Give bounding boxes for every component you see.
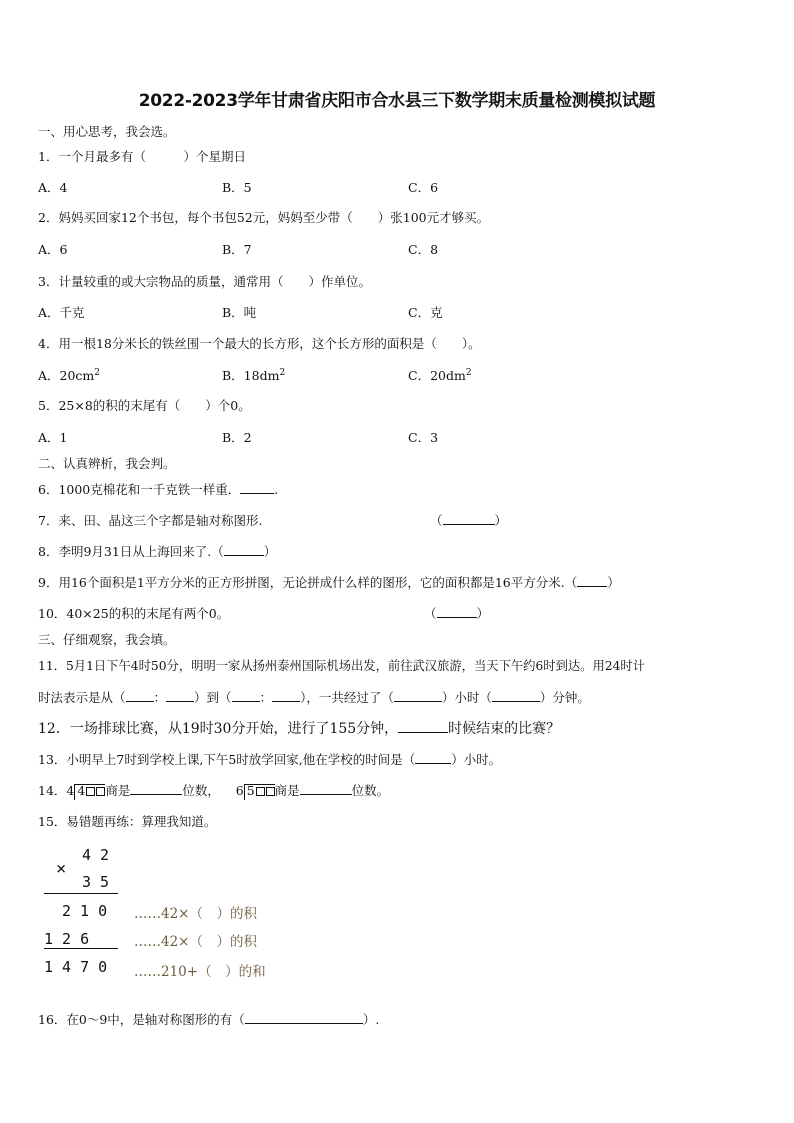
partial-product-1: 2 1 0 [62,902,108,920]
question-1: 1．一个月最多有（ ）个星期日 [38,149,246,164]
page-title: 2022-2023学年甘肃省庆阳市合水县三下数学期末质量检测模拟试题 [138,91,656,111]
question-12: 12．一场排球比赛，从19时30分开始，进行了155分钟， 时候结束的比赛？ [38,721,561,737]
question-16: 16．在0～9中，是轴对称图形的有（ ）. [38,1012,380,1027]
q5-option-a: A．1 [38,430,68,445]
note-2: ……42×（ ）的积 [134,934,257,950]
answer-blank[interactable] [394,689,442,702]
question-6: 6．1000克棉花和一千克铁一样重． . [38,482,279,497]
question-2: 2．妈妈买回家12个书包，每个书包52元，妈妈至少带（ ）张100元才够买。 [38,210,490,225]
answer-blank[interactable] [415,751,451,764]
q3-option-c: C．克 [408,305,443,320]
product: 1 4 7 0 [44,958,108,976]
section-heading-1: 一、用心思考，我会选。 [38,124,176,139]
multiplicand: 4 2 [82,846,110,864]
partial-product-2: 1 2 6 [44,930,90,948]
question-15: 15．易错题再练：算理我知道。 [38,814,217,829]
question-5: 5．25×8的积的末尾有（ ）个0。 [38,398,251,413]
long-division-2: 5 [244,783,275,798]
answer-blank[interactable] [240,481,274,494]
question-11-cont: 时法表示是从（ ： ）到（ ： ），一共经过了（ ）小时（ ）分钟。 [38,690,590,705]
q4-option-b: B．$18dm^2$ [222,367,286,383]
answer-blank[interactable] [300,782,352,795]
answer-blank[interactable] [443,512,495,525]
answer-blank[interactable] [126,689,154,702]
question-9: 9．用16个面积是1平方分米的正方形拼图，无论拼成什么样的图形，它的面积都是16平方分米.（ ） [38,575,620,590]
answer-blank[interactable] [398,720,448,733]
q5-option-c: C．3 [408,430,439,445]
question-4: 4．用一根18分米长的铁丝围一个最大的长方形，这个长方形的面积是（ ）。 [38,336,481,351]
q4-option-a: A．$20cm^2$ [38,367,101,383]
answer-blank[interactable] [577,574,607,587]
q4-option-c: C．$20dm^2$ [408,367,472,383]
q5-option-b: B．2 [222,430,252,445]
section-heading-3: 三、仔细观察，我会填。 [38,632,176,647]
question-11: 11．5月1日下午4时50分，明明一家从扬州泰州国际机场出发，前往武汉旅游，当天下午约6时到达。用24时计 [38,659,646,673]
answer-blank[interactable] [224,543,264,556]
question-3: 3．计量较重的或大宗物品的质量，通常用（ ）作单位。 [38,274,371,289]
answer-blank[interactable] [437,605,477,618]
q2-option-b: B．7 [222,242,252,257]
answer-blank[interactable] [130,782,182,795]
question-14: 14．4 4 商是 位数， 6 5 商是 位数。 [38,783,390,798]
q10-answer: （ ） [424,606,490,621]
q1-option-b: B．5 [222,180,252,195]
question-7: 7．来、田、晶这三个字都是轴对称图形. [38,513,263,528]
calc-rule-1 [44,893,118,894]
answer-blank[interactable] [245,1011,363,1024]
answer-blank[interactable] [232,689,260,702]
note-1: ……42×（ ）的积 [134,906,257,922]
q1-option-a: A．4 [38,180,68,195]
q7-answer: （ ） [430,513,508,528]
question-10: 10．40×25的积的末尾有两个0。 [38,606,230,621]
q3-option-a: A．千克 [38,305,85,320]
section-heading-2: 二、认真辨析，我会判。 [38,456,176,471]
answer-blank[interactable] [272,689,300,702]
times-sign: × [56,859,67,879]
q1-option-c: C．6 [408,180,439,195]
answer-blank[interactable] [166,689,194,702]
note-3: ……210+（ ）的和 [134,964,266,980]
calc-rule-2 [44,948,118,949]
q3-option-b: B．吨 [222,305,257,320]
q2-option-a: A．6 [38,242,68,257]
multiplier: 3 5 [82,873,110,891]
question-8: 8．李明9月31日从上海回来了.（ ） [38,544,277,559]
long-division-1: 4 [74,783,105,798]
q2-option-c: C．8 [408,242,439,257]
question-13: 13．小明早上7时到学校上课,下午5时放学回家,他在学校的时间是（ ）小时。 [38,752,502,767]
answer-blank[interactable] [492,689,540,702]
